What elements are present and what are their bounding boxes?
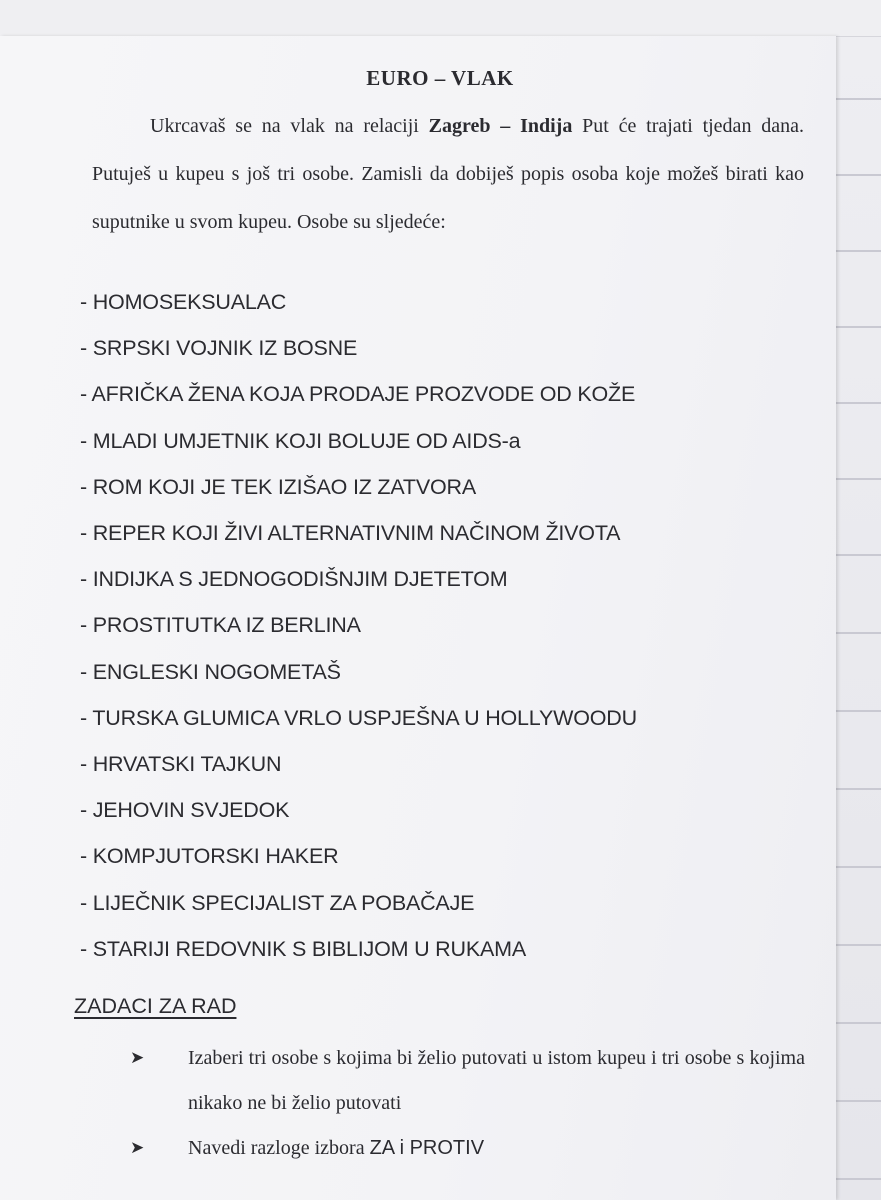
- list-item: - JEHOVIN SVJEDOK: [80, 798, 290, 823]
- list-item: - STARIJI REDOVNIK S BIBLIJOM U RUKAMA: [80, 936, 526, 961]
- notebook-top-edge: [0, 0, 881, 37]
- intro-paragraph: [92, 102, 804, 246]
- notebook-rule-line: [835, 98, 881, 100]
- notebook-rule-line: [835, 632, 881, 634]
- intro-text-start: Ukrcavaš se na vlak na relaciji: [150, 115, 429, 137]
- notebook-rule-line: [835, 1178, 881, 1180]
- list-item: - ROM KOJI JE TEK IZIŠAO IZ ZATVORA: [80, 474, 476, 499]
- intro-text-rest: Put će trajati tjedan dana. Putuješ u kupeu s još tri osobe. Zamisli da dobiješ popis osoba koje možeš birati kao suputnike u svom kupeu. Osobe su sljedeće:: [92, 115, 804, 233]
- worksheet-title: EURO – VLAK: [366, 66, 514, 90]
- notebook-rule-line: [835, 402, 881, 404]
- list-item: - ENGLESKI NOGOMETAŠ: [80, 659, 341, 684]
- list-item: - HRVATSKI TAJKUN: [80, 752, 282, 777]
- worksheet: [0, 36, 836, 1200]
- arrowhead-bullet-icon: ➤: [130, 1138, 145, 1158]
- list-item: - MLADI UMJETNIK KOJI BOLUJE OD AIDS-a: [80, 428, 521, 453]
- task-list: [130, 1036, 805, 1171]
- notebook-rule-line: [835, 1022, 881, 1024]
- notebook-rule-line: [835, 326, 881, 328]
- task-item: [130, 1036, 805, 1126]
- list-item: - INDIJKA S JEDNOGODIŠNJIM DJETETOM: [80, 567, 508, 592]
- list-item: - TURSKA GLUMICA VRLO USPJEŠNA U HOLLYWOODU: [80, 705, 637, 730]
- list-item: - LIJEČNIK SPECIJALIST ZA POBAČAJE: [80, 890, 475, 915]
- notebook-rule-line: [835, 710, 881, 712]
- notebook-rule-line: [835, 866, 881, 868]
- task-item: [130, 1126, 805, 1171]
- task-text: Izaberi tri osobe s kojima bi želio putovati u istom kupeu i tri osobe s kojima nikako ne bi želio putovati: [188, 1047, 805, 1114]
- arrowhead-bullet-icon: ➤: [130, 1048, 145, 1068]
- list-item: - AFRIČKA ŽENA KOJA PRODAJE PROZVODE OD KOŽE: [80, 382, 636, 407]
- list-item: - HOMOSEKSUALAC: [80, 290, 287, 314]
- list-item: - PROSTITUTKA IZ BERLINA: [80, 613, 361, 638]
- notebook-rule-line: [835, 788, 881, 790]
- notebook-rule-line: [835, 944, 881, 946]
- notebook-rule-line: [835, 1100, 881, 1102]
- person-list: [80, 279, 637, 972]
- tasks-heading: ZADACI ZA RAD: [74, 994, 237, 1018]
- list-item: - REPER KOJI ŽIVI ALTERNATIVNIM NAČINOM ŽIVOTA: [80, 521, 621, 546]
- notebook-rule-line: [835, 174, 881, 176]
- route-text: Zagreb – Indija: [428, 115, 573, 137]
- notebook-rule-line: [835, 250, 881, 252]
- notebook-rule-line: [835, 478, 881, 480]
- notebook-rule-line: [835, 554, 881, 556]
- task-text: Navedi razloge izbora: [188, 1137, 370, 1159]
- list-item: - SRPSKI VOJNIK IZ BOSNE: [80, 336, 358, 361]
- task-text-emphasis: ZA i PROTIV: [369, 1137, 485, 1159]
- list-item: - KOMPJUTORSKI HAKER: [80, 844, 339, 869]
